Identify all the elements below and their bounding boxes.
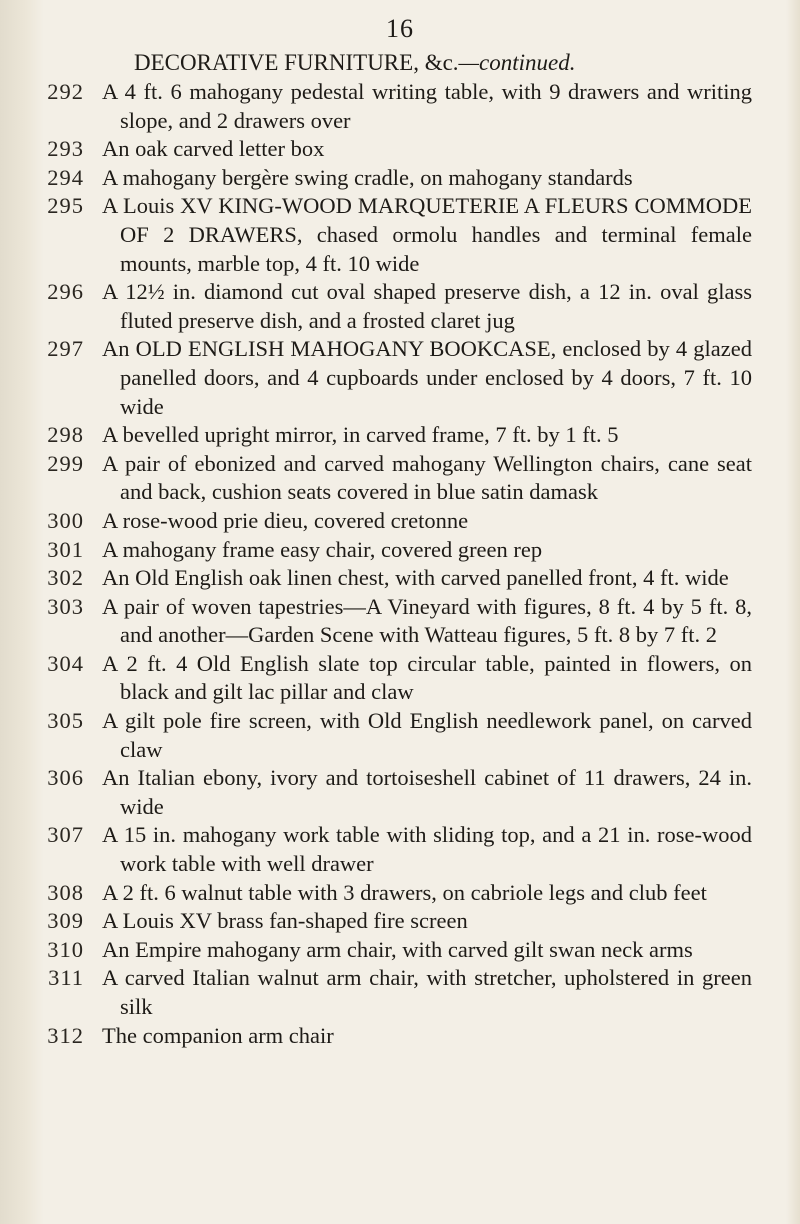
lot-item (0, 707, 800, 764)
lot-description: A 2 ft. 4 Old English slate top circular table, painted in flowers, on black and gilt lac pillar and claw (102, 650, 752, 705)
lot-item (0, 564, 800, 593)
lot-description: An Old English oak linen chest, with carved panelled front, 4 ft. wide (102, 565, 729, 591)
lot-item (0, 964, 800, 1021)
lot-number: 292 (47, 79, 84, 104)
lot-item (0, 821, 800, 878)
lot-number: 294 (47, 164, 84, 190)
lot-item (0, 907, 800, 936)
lot-item (0, 278, 800, 335)
lot-description: An oak carved letter box (102, 136, 325, 162)
lot-description: A Louis XV brass fan-shaped fire screen (102, 908, 468, 934)
lot-number: 306 (47, 765, 84, 791)
lot-description: A Louis XV KING-WOOD MARQUETERIE A FLEURS COMMODE OF 2 DRAWERS, chased ormolu handles and terminal female mounts, marble top, 4 ft. 10 wide (102, 193, 752, 276)
lot-list (0, 78, 800, 1050)
lot-description: A pair of woven tapestries—A Vineyard with figures, 8 ft. 4 by 5 ft. 8, and another—Garden Scene with Watteau figures, 5 ft. 8 by 7 ft. 2 (102, 593, 752, 648)
lot-description: A mahogany frame easy chair, covered green rep (102, 536, 543, 562)
page-number: 16 (386, 14, 414, 43)
lot-number: 295 (47, 193, 84, 219)
lot-number: 304 (47, 650, 84, 676)
section-heading-title: DECORATIVE FURNITURE, &c. (134, 50, 459, 75)
lot-description: An Italian ebony, ivory and tortoiseshell cabinet of 11 drawers, 24 in. wide (102, 765, 752, 819)
lot-number: 311 (48, 965, 84, 991)
lot-number: 302 (47, 565, 84, 591)
lot-number: 303 (47, 593, 84, 619)
lot-item (0, 536, 800, 565)
lot-item (0, 879, 800, 908)
section-heading-continued: —continued. (458, 50, 576, 75)
lot-number: 307 (47, 822, 84, 848)
lot-item (0, 593, 800, 650)
lot-item (0, 78, 800, 135)
lot-description: A pair of ebonized and carved mahogany Wellington chairs, cane seat and back, cushion seats covered in blue satin damask (102, 450, 752, 505)
lot-description: A gilt pole fire screen, with Old English needlework panel, on carved claw (102, 708, 752, 762)
lot-number: 300 (47, 507, 84, 533)
lot-description: A 4 ft. 6 mahogany pedestal writing table, with 9 drawers and writing slope, and 2 drawers over (102, 79, 752, 133)
lot-item (0, 450, 800, 507)
lot-item (0, 936, 800, 965)
lot-number: 308 (47, 879, 84, 905)
lot-number: 305 (47, 708, 84, 734)
lot-item (0, 135, 800, 164)
lot-description: An Empire mahogany arm chair, with carved gilt swan neck arms (102, 936, 693, 962)
lot-description: A rose-wood prie dieu, covered cretonne (102, 507, 469, 533)
lot-number: 299 (47, 450, 84, 476)
lot-number: 310 (47, 936, 84, 962)
lot-description: A 12½ in. diamond cut oval shaped preserve dish, a 12 in. oval glass fluted preserve dish, and a frosted claret jug (102, 279, 752, 333)
lot-item (0, 335, 800, 421)
lot-description: An OLD ENGLISH MAHOGANY BOOKCASE, enclosed by 4 glazed panelled doors, and 4 cupboards under enclosed by 4 doors, 7 ft. 10 wide (102, 336, 752, 419)
section-heading (134, 50, 784, 76)
lot-description: A 15 in. mahogany work table with sliding top, and a 21 in. rose-wood work table with well drawer (102, 822, 752, 877)
lot-item (0, 192, 800, 278)
lot-item (0, 507, 800, 536)
lot-item (0, 421, 800, 450)
lot-description: A carved Italian walnut arm chair, with stretcher, upholstered in green silk (102, 965, 752, 1019)
lot-description: A 2 ft. 6 walnut table with 3 drawers, on cabriole legs and club feet (102, 879, 707, 905)
lot-number: 298 (47, 422, 84, 448)
lot-number: 301 (47, 536, 84, 562)
lot-item (0, 1022, 800, 1051)
lot-number: 312 (47, 1022, 84, 1048)
lot-number: 297 (47, 336, 84, 362)
lot-number: 309 (47, 908, 84, 934)
lot-description: A bevelled upright mirror, in carved frame, 7 ft. by 1 ft. 5 (102, 422, 619, 448)
lot-description: A mahogany bergère swing cradle, on mahogany standards (102, 164, 633, 190)
lot-number: 296 (47, 279, 84, 305)
lot-item (0, 164, 800, 193)
lot-item (0, 764, 800, 821)
lot-description: The companion arm chair (102, 1022, 334, 1048)
lot-item (0, 650, 800, 707)
lot-number: 293 (47, 136, 84, 162)
